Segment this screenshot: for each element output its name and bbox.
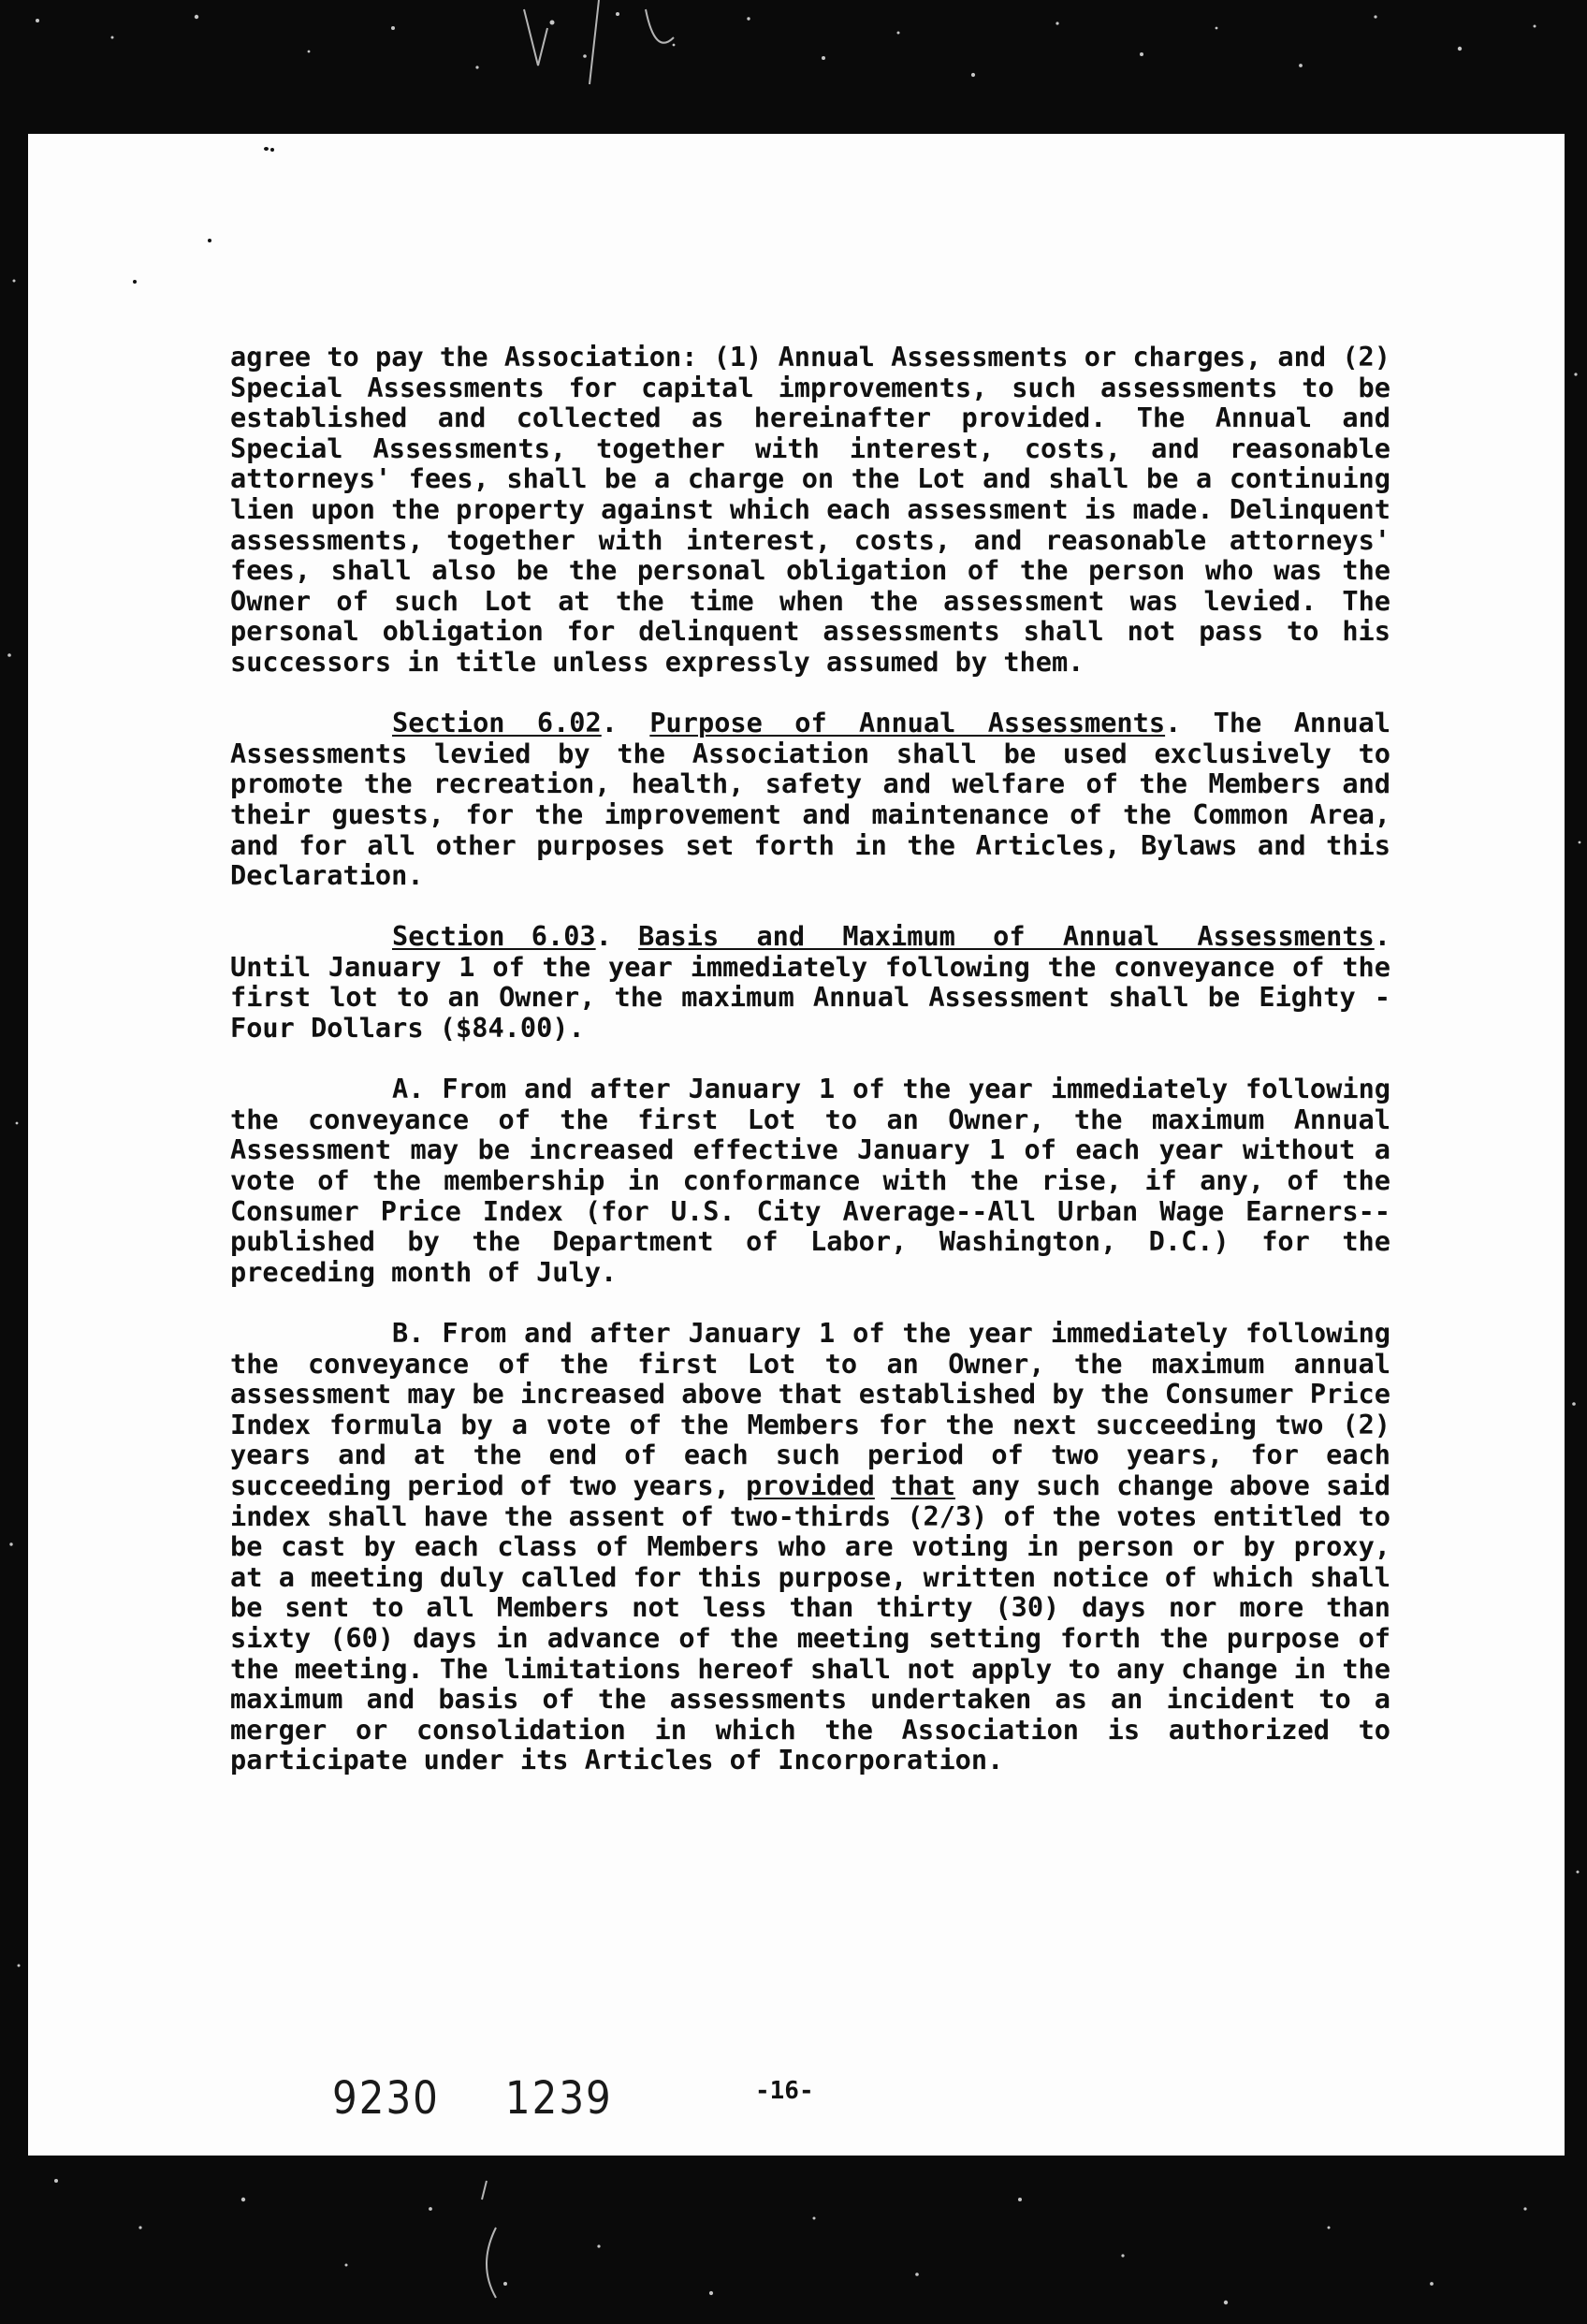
subparagraph-label: B. bbox=[392, 1317, 425, 1349]
section-number: Section 6.03 bbox=[392, 920, 596, 953]
page-number: -16- bbox=[755, 2077, 814, 2105]
section-6-03 bbox=[230, 921, 1390, 1043]
section-separator: . bbox=[601, 707, 650, 739]
label-space bbox=[424, 1317, 442, 1349]
section-6-02 bbox=[230, 708, 1390, 891]
section-separator: . bbox=[595, 920, 639, 953]
heading-period: . bbox=[1374, 920, 1390, 953]
subparagraph-text-before: From and after January 1 of the year immediately following the conveyance of the first Lot to an Owner, the maximum annual assessment may be increased above that established by the Consumer Price Index formula by a vote of the Members for the next succeeding two (2) years and at the end of each such period of two years, for each succeeding period of two years, bbox=[230, 1317, 1390, 1501]
scan-speck bbox=[264, 147, 269, 151]
label-space bbox=[424, 1073, 442, 1104]
subparagraph-a bbox=[230, 1074, 1390, 1287]
scan-speck bbox=[133, 280, 137, 284]
scan-speck bbox=[270, 148, 274, 152]
reference-code-1: 9230 bbox=[332, 2071, 440, 2125]
paragraph-assessment-obligation bbox=[230, 342, 1390, 678]
subparagraph-b bbox=[230, 1318, 1390, 1776]
section-text: Until January 1 of the year immediately following the conveyance of the first lot to an Owner, the maximum Annual Assessment shall be Eighty - Four Dollars ($84.00). bbox=[230, 950, 1390, 1045]
page-footer bbox=[28, 2071, 1565, 2146]
subparagraph-text-after: any such change above said index shall have the assent of two-thirds (2/3) of the votes entitled to be cast by each class of Members who are voting in person or by proxy, at a meeting duly called for this purpose, written notice of which shall be sent to all Members not less than thirty (30) days nor more than sixty (60) days in advance of the meeting setting forth the purpose of the meeting. The limitations hereof shall not apply to any change in the maximum and basis of the assessments undertaken as an incident to a merger or consolidation in which the Association is authorized to participate under its Articles of Incorporation. bbox=[230, 1469, 1391, 1776]
section-text: The Annual Assessments levied by the Association shall be used exclusively to promote the recreation, health, safety and welfare of the Members and their guests, for the improvement and maintenance of the Common Area, and for all other purposes set forth in the Articles, Bylaws and this Declaration. bbox=[230, 707, 1390, 892]
subparagraph-text: From and after January 1 of the year immediately following the conveyance of the first Lot to an Owner, the maximum Annual Assessment may be increased effective January 1 of each year without a vote of the membership in conformance with the rise, if any, of the Consumer Price Index (for U.S. City Average--All Urban Wage Earners--published by the Department of Labor, Washington, D.C.) for the preceding month of July. bbox=[230, 1073, 1390, 1288]
paragraph-text: agree to pay the Association: (1) Annual Assessments or charges, and (2) Special Assessments for capital improvements, such assessments to be established and collected as hereinafter provided. The Annual and Special Assessments, together with interest, costs, and reasonable attorneys' fees, shall be a charge on the Lot and shall be a continuing lien upon the property against which each assessment is made. Delinquent assessments, together with interest, costs, and reasonable attorneys' fees, shall also be the personal obligation of the person who was the Owner of such Lot at the time when the assessment was levied. The personal obligation for delinquent assessments shall not pass to his successors in title unless expressly assumed by them. bbox=[230, 341, 1390, 678]
emphasis-that: that bbox=[891, 1469, 955, 1501]
heading-period: . bbox=[1165, 707, 1214, 739]
document-reference-number bbox=[332, 2071, 613, 2124]
section-heading: Basis and Maximum of Annual Assessments bbox=[638, 920, 1375, 953]
document-page bbox=[28, 134, 1565, 2156]
subparagraph-label: A. bbox=[392, 1073, 425, 1105]
reference-code-2: 1239 bbox=[504, 2071, 613, 2125]
section-number: Section 6.02 bbox=[392, 707, 602, 739]
section-heading: Purpose of Annual Assessments bbox=[649, 707, 1166, 739]
emphasis-provided: provided bbox=[746, 1469, 875, 1501]
document-body bbox=[230, 342, 1390, 1806]
scan-speck bbox=[208, 239, 211, 242]
